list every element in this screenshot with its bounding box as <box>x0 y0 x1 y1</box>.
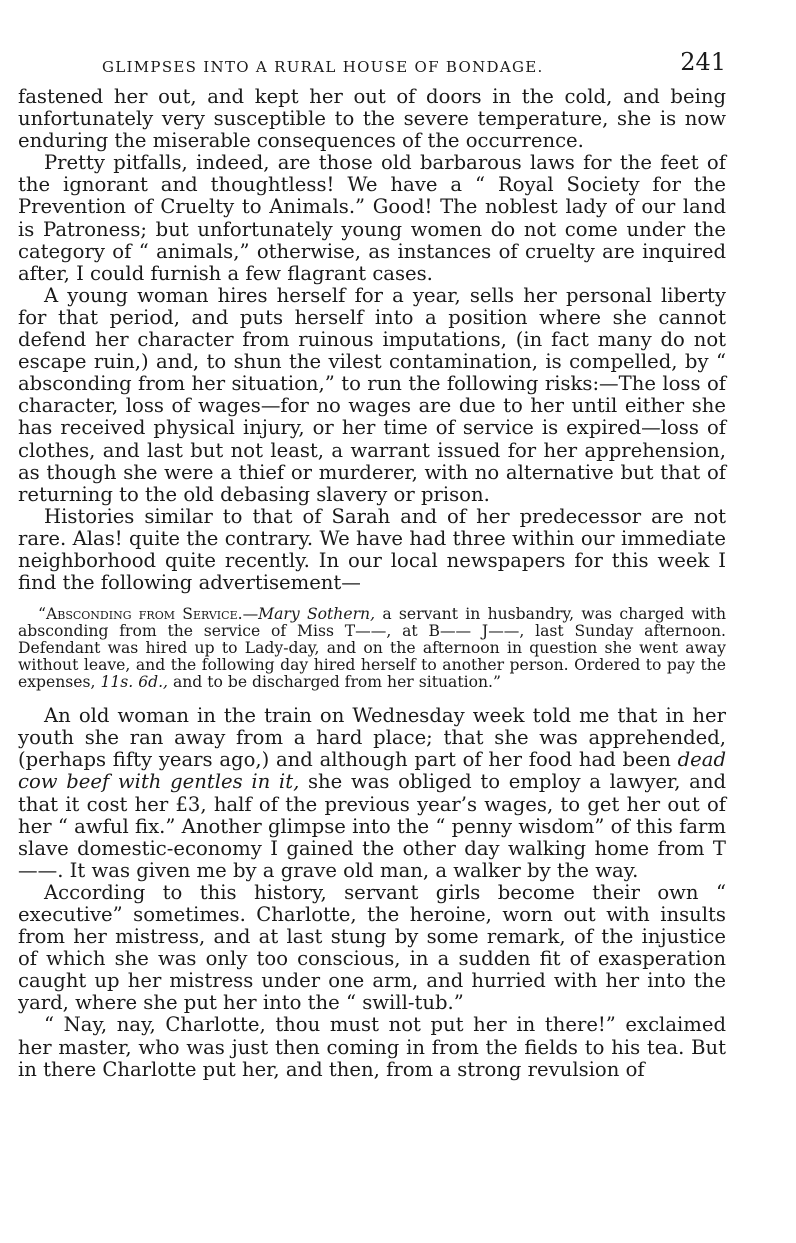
quote-person-name: Mary Sothern, <box>258 605 376 624</box>
old-woman-text-2: she was obliged to employ a lawyer, and that it cost her £3, half of the previous year’s wages, to get her out of her “ awful fix.” Another glimpse into the “ penny wisdom” of this farm slave domestic-economy I gained the other day walking home from T——. It was given me by a grave old man, a walker by the way. <box>18 770 726 882</box>
paragraph-pitfalls: Pretty pitfalls, indeed, are those old barbarous laws for the feet of the ignorant and thoughtless! We have a “ Royal Society for the Prevention of Cruelty to Animals.” Good! The noblest lady of our land is Patroness; but unfortunately young women do not come under the category of “ animals,” otherwise, as instances of cruelty are inquired after, I could furnish a few flagrant cases. <box>18 151 726 285</box>
paragraph-nay-nay: “ Nay, nay, Charlotte, thou must not put her in there!” exclaimed her master, who was just then coming in from the fields to his tea. But in there Charlotte put her, and then, from a strong revulsion of <box>18 1013 726 1081</box>
paragraph-histories: Histories similar to that of Sarah and of her predecessor are not rare. Alas! quite the contrary. We have had three within our immediate neighborhood quite recently. In our local newspapers for this week I find the following advertisement— <box>18 504 726 595</box>
paragraph-young-woman: A young woman hires herself for a year, sells her personal liberty for that period, and puts herself into a position where she cannot defend her character from ruinous imputations, (in fact many do not escape ruin,) and, to shun the vilest contamination, is compelled, by “ absconding from her situation,” to run the following risks:—The loss of character, loss of wages—for no wages are due to her until either she has received physical injury, or her time of service is expired—loss of clothes, and last but not least, a warrant issued for her apprehension, as though she were a thief or murderer, with no alternative but that of returning to the old debasing slavery or prison. <box>18 283 726 506</box>
paragraph-continued: fastened her out, and kept her out of doors in the cold, and being unfortunately very susceptible to the severe temperature, she is now enduring the miserable consequences of the occurrence. <box>18 85 726 153</box>
newspaper-quote <box>18 606 726 691</box>
old-woman-italic: dead cow beef with gentles in it, <box>18 748 726 794</box>
quote-heading: Absconding from Service. <box>45 605 243 624</box>
page-header <box>18 40 726 86</box>
quote-amount: 11s. 6d., <box>100 673 169 692</box>
quote-body-2: and to be discharged from her situation.” <box>168 673 501 692</box>
old-woman-text-1: An old woman in the train on Wednesday week told me that in her youth she ran away from a hard place; that she was apprehended, (perhaps fifty years ago,) and although part of her food had been <box>18 704 726 772</box>
page-number: 241 <box>680 48 726 76</box>
quote-body-1: a servant in husbandry, was charged with absconding from the service of Miss T——, at B—— J——, last Sunday afternoon. Defendant was hired up to Lady-day, and on the afternoon in question she went away without leave, and the following day hired herself to another person. Ordered to pay the expenses, <box>18 605 726 692</box>
quote-dash: — <box>242 605 259 624</box>
quote-paragraph <box>18 606 726 691</box>
paragraph-old-woman <box>18 705 726 882</box>
running-title: GLIMPSES INTO A RURAL HOUSE OF BONDAGE. <box>102 58 544 76</box>
quote-open-mark: “ <box>38 605 46 624</box>
paragraph-charlotte: According to this history, servant girls become their own “ executive” sometimes. Charlotte, the heroine, worn out with insults from her mistress, and at last stung by some remark, of the injustice of which she was only too conscious, in a sudden fit of exasperation caught up her mistress under one arm, and hurried with her into the yard, where she put her into the “ swill-tub.” <box>18 880 726 1015</box>
body-text <box>18 86 726 1081</box>
